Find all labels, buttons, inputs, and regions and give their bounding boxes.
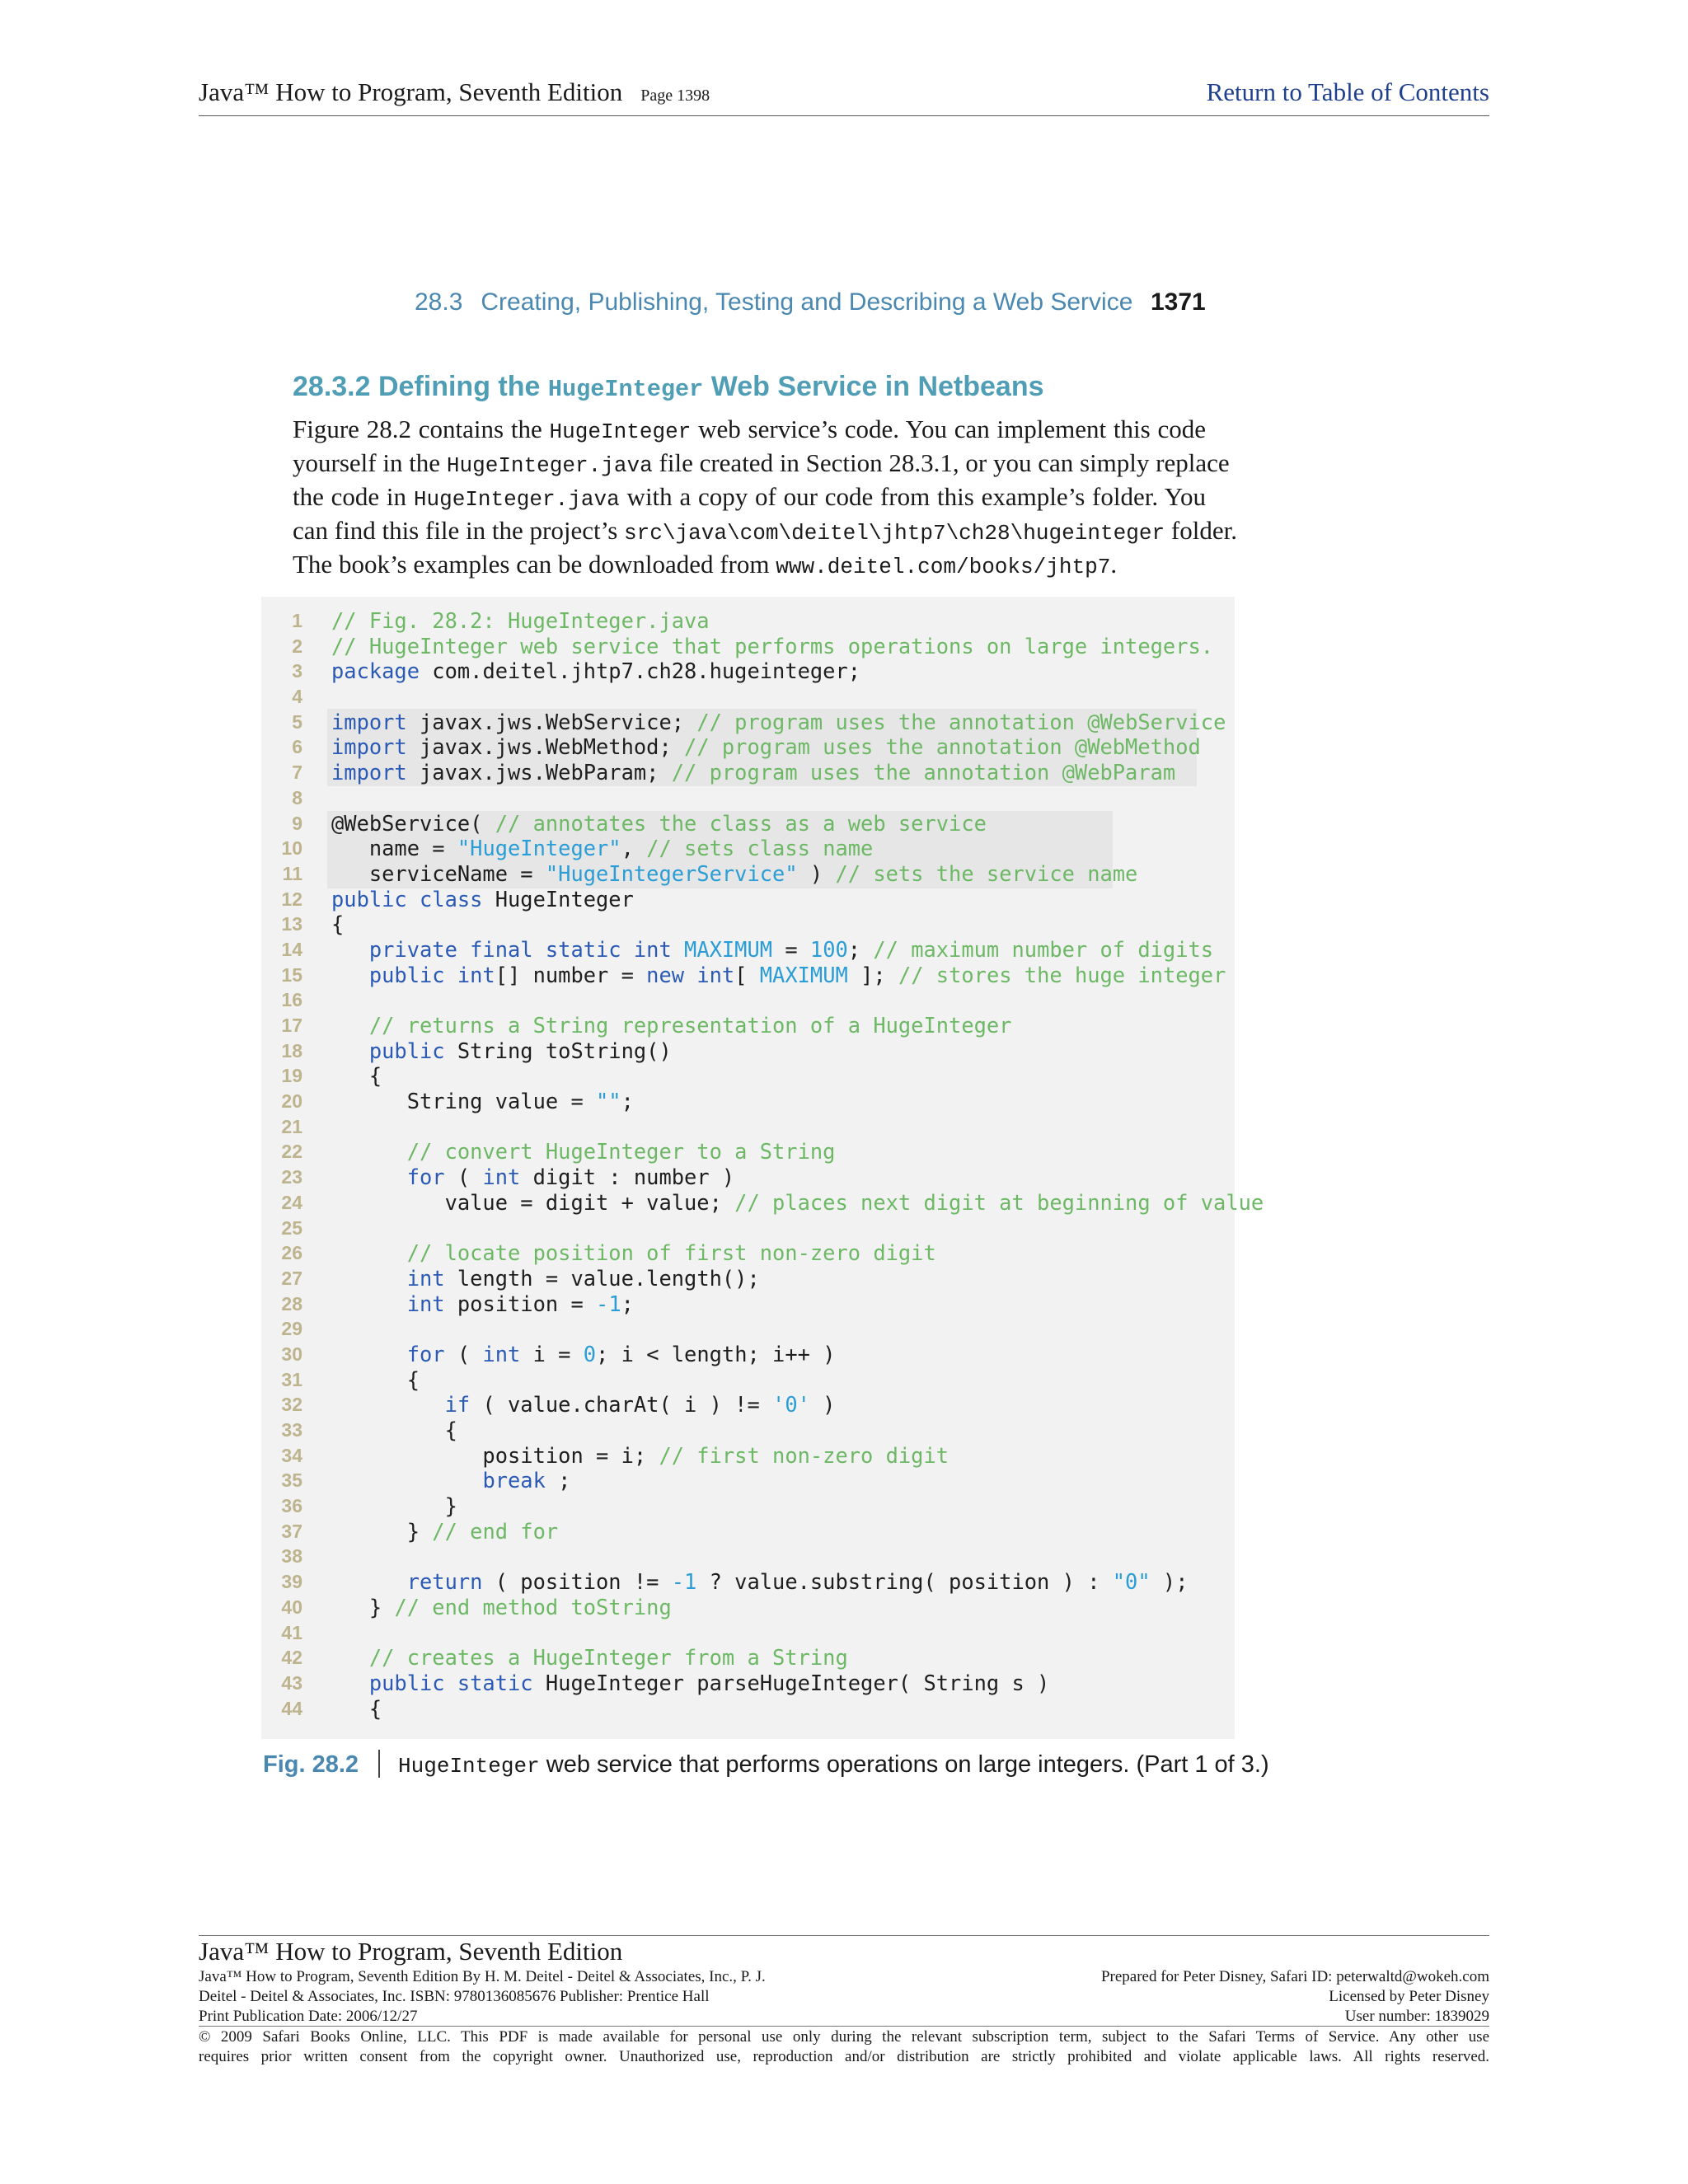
code-token	[331, 1468, 482, 1493]
code-keyword: import	[331, 760, 420, 785]
footer-info: Licensed by Peter Disney	[1329, 1988, 1489, 2005]
code-token: String toString()	[457, 1038, 672, 1063]
code-token	[331, 1165, 407, 1189]
code-keyword: public	[368, 1038, 457, 1063]
line-number: 15	[281, 963, 302, 986]
code-text	[331, 1595, 672, 1620]
line-number: 39	[281, 1571, 302, 1593]
code-comment: // stores the huge integer	[898, 962, 1226, 987]
code-text	[331, 1089, 634, 1114]
line-number: 21	[281, 1115, 302, 1137]
code-comment: // sets class name	[646, 836, 874, 861]
code-token: HugeInteger	[495, 886, 634, 912]
text-run: can find this file in the project’s	[293, 516, 625, 545]
code-token	[331, 1038, 369, 1063]
line-number: 11	[282, 862, 302, 884]
text-run: web service’s code. You can implement this code	[691, 415, 1206, 443]
figure-caption	[263, 1750, 1269, 1779]
code-token	[331, 1392, 445, 1417]
line-number: 43	[281, 1671, 302, 1694]
code-token: );	[1150, 1569, 1189, 1595]
line-number: 28	[281, 1292, 302, 1315]
code-token	[331, 1240, 407, 1265]
code-comment: // first non-zero digit	[659, 1442, 950, 1468]
code-literal: "HugeIntegerService"	[545, 860, 798, 886]
line-number: 24	[281, 1191, 302, 1213]
paragraph-line	[293, 481, 1206, 515]
code-token: position =	[457, 1291, 597, 1316]
running-head-number: 28.3	[415, 288, 463, 316]
code-text	[331, 1468, 570, 1493]
running-head-title: Creating, Publishing, Testing and Describing a Web Service	[481, 288, 1133, 316]
code-token: [] number =	[495, 962, 647, 987]
code-keyword: int	[482, 1165, 533, 1190]
code-comment: // locate position of first non-zero digit	[406, 1240, 936, 1266]
code-keyword: import	[331, 734, 420, 760]
code-text	[331, 811, 987, 837]
code-keyword: for	[406, 1341, 445, 1366]
code-text	[331, 608, 710, 634]
footer-title: Java™ How to Program, Seventh Edition	[199, 1937, 623, 1966]
line-number: 35	[281, 1469, 302, 1492]
code-keyword: if	[444, 1392, 471, 1418]
line-number: 8	[292, 786, 302, 808]
code-token: )	[809, 1392, 836, 1418]
footer-info: User number: 1839029	[1344, 2008, 1489, 2025]
caption-text: web service that performs operations on large integers. (Part 1 of 3.)	[539, 1751, 1269, 1778]
code-token: ;	[847, 936, 874, 962]
line-number: 3	[292, 660, 302, 682]
line-number: 7	[292, 762, 302, 784]
book-title: Java™ How to Program, Seventh Edition	[199, 77, 623, 106]
code-token	[331, 1291, 407, 1316]
line-number: 2	[292, 635, 302, 657]
book-title-header	[199, 77, 710, 107]
code-comment: // HugeInteger web service that performs operations on large integers.	[331, 633, 1214, 658]
section-heading-suffix: Web Service in Netbeans	[703, 371, 1044, 402]
code-keyword: int	[406, 1291, 457, 1316]
code-token: {	[331, 1063, 382, 1089]
code-text	[331, 1493, 457, 1519]
code-text	[331, 1443, 949, 1469]
code-text	[331, 1367, 420, 1393]
section-heading-code: HugeInteger	[547, 376, 704, 403]
footer-info: Print Publication Date: 2006/12/27	[199, 2008, 418, 2025]
line-number: 13	[281, 913, 302, 935]
paragraph-line	[293, 515, 1237, 549]
code-token: [	[734, 962, 760, 987]
text-run: with a copy of our code from this example’s folder. You	[619, 482, 1206, 511]
code-run: HugeInteger	[549, 419, 692, 444]
code-comment: // returns a String representation of a HugeInteger	[368, 1013, 1012, 1038]
code-text	[331, 1342, 836, 1367]
code-comment: // places next digit at beginning of value	[734, 1189, 1264, 1215]
code-token	[331, 1342, 407, 1366]
line-number: 19	[281, 1065, 302, 1087]
code-keyword: package	[331, 658, 433, 684]
code-keyword: return	[406, 1569, 483, 1595]
code-token: =	[772, 936, 810, 962]
code-comment: // program uses the annotation @WebService	[696, 709, 1226, 734]
line-number: 34	[281, 1444, 302, 1466]
code-comment: // convert HugeInteger to a String	[406, 1139, 836, 1165]
line-number: 6	[292, 736, 302, 758]
code-run: HugeInteger.java	[446, 453, 653, 478]
line-number: 10	[281, 837, 302, 860]
code-text	[331, 1266, 760, 1291]
code-text	[331, 1038, 672, 1064]
copyright-line: requires prior written consent from the copyright owner. Unauthorized use, reproduction and/or distribution are strictly prohibited and violate applicable laws. All rights reserved.	[199, 2048, 1489, 2065]
code-token: length = value.length();	[457, 1265, 760, 1291]
code-literal: -1	[671, 1569, 697, 1595]
body-paragraph	[293, 414, 1237, 583]
page-label: Page 1398	[640, 87, 710, 105]
code-token: ? value.substring( position ) :	[696, 1569, 1113, 1595]
line-number: 5	[292, 710, 302, 733]
code-token	[331, 937, 369, 962]
code-keyword: public int	[368, 962, 495, 987]
line-number: 9	[292, 812, 302, 834]
code-text	[331, 1139, 835, 1165]
caption-separator	[378, 1750, 380, 1778]
code-comment: // creates a HugeInteger from a String	[368, 1645, 848, 1671]
code-token: }	[331, 1493, 457, 1519]
line-number: 27	[281, 1267, 302, 1289]
line-number: 22	[281, 1141, 302, 1163]
code-text	[331, 1392, 835, 1418]
code-literal: MAXIMUM	[759, 962, 848, 987]
code-token	[331, 1139, 407, 1164]
footer-divider	[199, 2026, 1489, 2027]
line-number: 44	[281, 1697, 302, 1719]
code-token: HugeInteger parseHugeInteger( String s )	[545, 1670, 1050, 1695]
copyright-line: © 2009 Safari Books Online, LLC. This PDF is made available for personal use only during the relevant subscription term, subject to the Safari Terms of Service. Any other use	[199, 2028, 1489, 2046]
code-keyword: break	[482, 1468, 559, 1493]
code-comment: // program uses the annotation @WebParam	[671, 760, 1176, 785]
code-token: )	[797, 860, 836, 886]
code-literal: ""	[596, 1089, 621, 1114]
code-text	[331, 1645, 848, 1671]
text-run: .	[1110, 550, 1118, 579]
code-keyword: new int	[646, 962, 735, 987]
code-keyword: public class	[331, 886, 495, 912]
code-text	[331, 1519, 558, 1544]
line-number: 1	[292, 610, 302, 631]
book-page-number: 1371	[1151, 288, 1206, 316]
code-token: }	[331, 1594, 395, 1619]
code-token	[331, 1013, 369, 1038]
section-heading	[293, 371, 1044, 403]
code-text	[331, 1418, 457, 1443]
code-keyword: private final static int	[368, 936, 685, 962]
code-text	[331, 836, 873, 861]
code-token: ; i < length; i++ )	[596, 1341, 836, 1366]
running-head	[415, 288, 1132, 316]
code-comment: // sets the service name	[835, 860, 1138, 886]
line-number: 12	[281, 888, 302, 910]
code-text	[331, 1190, 1264, 1216]
code-text	[331, 937, 1213, 963]
line-number: 26	[281, 1242, 302, 1264]
paragraph-line	[293, 549, 1206, 583]
code-keyword: int	[482, 1341, 533, 1366]
code-literal: 0	[583, 1341, 597, 1366]
text-run: the code in	[293, 482, 414, 511]
code-keyword: for	[406, 1165, 445, 1190]
code-text	[331, 912, 344, 937]
code-comment: // annotates the class as a web service	[495, 810, 987, 836]
code-token: position = i;	[331, 1442, 659, 1468]
header-divider	[199, 115, 1489, 116]
code-text	[331, 1696, 382, 1722]
line-number: 36	[281, 1495, 302, 1517]
code-token: }	[331, 1518, 433, 1544]
line-number: 31	[281, 1368, 302, 1390]
code-token: {	[331, 912, 345, 937]
line-number: 16	[281, 989, 302, 1011]
line-number: 40	[281, 1596, 302, 1618]
line-number: 32	[281, 1394, 302, 1416]
text-run: yourself in the	[293, 448, 447, 477]
code-text	[331, 1569, 1188, 1595]
code-text	[331, 1063, 382, 1089]
code-text	[331, 1291, 634, 1317]
code-keyword: public static	[368, 1670, 546, 1695]
code-literal: "HugeInteger"	[457, 836, 621, 861]
code-token: javax.jws.WebMethod;	[420, 734, 685, 760]
code-token: i =	[532, 1341, 584, 1366]
code-token: ];	[847, 962, 898, 987]
code-token	[331, 1645, 369, 1670]
code-token: ;	[621, 1291, 634, 1316]
paragraph-line	[293, 448, 1230, 481]
code-text	[331, 1671, 1049, 1696]
code-text	[331, 887, 634, 912]
line-number: 17	[281, 1015, 302, 1036]
code-comment: // maximum number of digits	[873, 936, 1214, 962]
line-number: 4	[292, 686, 302, 708]
code-comment: // Fig. 28.2: HugeInteger.java	[331, 608, 710, 633]
line-number: 20	[281, 1090, 302, 1113]
toc-link[interactable]: Return to Table of Contents	[1206, 77, 1489, 106]
code-text	[331, 861, 1137, 887]
line-number: 14	[281, 938, 302, 960]
code-token	[331, 1671, 369, 1695]
code-token: String value =	[331, 1089, 597, 1114]
code-literal: -1	[596, 1291, 621, 1316]
line-number: 18	[281, 1039, 302, 1062]
code-token	[331, 1266, 407, 1291]
code-text	[331, 734, 1201, 760]
code-text	[331, 658, 860, 684]
code-token: name =	[331, 836, 457, 861]
code-keyword: int	[406, 1265, 457, 1291]
code-token	[331, 1569, 407, 1594]
text-run: The book’s examples can be downloaded from	[293, 550, 776, 579]
code-token: ( value.charAt( i ) !=	[470, 1392, 773, 1418]
code-run: HugeInteger.java	[413, 487, 620, 512]
code-literal: "0"	[1112, 1569, 1151, 1595]
code-text	[331, 760, 1175, 785]
code-literal: '0'	[772, 1392, 810, 1418]
caption-code: HugeInteger	[398, 1754, 540, 1779]
line-number: 42	[281, 1647, 302, 1669]
url-run: www.deitel.com/books/jhtp7	[776, 555, 1111, 579]
code-token: javax.jws.WebService;	[420, 709, 697, 734]
line-number: 23	[281, 1166, 302, 1188]
code-text	[331, 963, 1226, 988]
code-token: ;	[558, 1468, 571, 1493]
footer-divider	[199, 1935, 1489, 1936]
code-text	[331, 634, 1213, 659]
code-token: (	[444, 1341, 483, 1366]
code-comment: // program uses the annotation @WebMethod	[684, 734, 1201, 760]
paragraph-line	[293, 414, 1206, 448]
line-number: 38	[281, 1545, 302, 1568]
code-literal: MAXIMUM	[684, 936, 773, 962]
code-text	[331, 1013, 1011, 1038]
code-token: {	[331, 1418, 457, 1442]
code-token: javax.jws.WebParam;	[420, 760, 672, 785]
footer-info: Deitel - Deitel & Associates, Inc. ISBN: 9780136085676 Publisher: Prentice Hall	[199, 1988, 710, 2005]
footer-info: Prepared for Peter Disney, Safari ID: peterwaltd@wokeh.com	[1100, 1968, 1489, 1985]
line-number: 33	[281, 1419, 302, 1441]
code-token: {	[331, 1695, 382, 1721]
code-literal: 100	[809, 936, 848, 962]
code-token: value = digit + value;	[331, 1189, 735, 1215]
code-token: com.deitel.jhtp7.ch28.hugeinteger;	[432, 658, 861, 684]
code-keyword: import	[331, 709, 420, 734]
code-token: serviceName =	[331, 860, 546, 886]
code-token: @WebService(	[331, 810, 495, 836]
code-token: ;	[621, 1089, 634, 1114]
text-run: Figure 28.2 contains the	[293, 415, 550, 443]
copyright-notice	[199, 2027, 1489, 2067]
line-number: 29	[281, 1318, 302, 1340]
line-number: 37	[281, 1520, 302, 1542]
code-run: src\java\com\deitel\jhtp7\ch28\hugeinteger	[624, 521, 1165, 546]
code-token: {	[331, 1366, 420, 1392]
line-number: 30	[281, 1343, 302, 1365]
code-token	[331, 963, 369, 987]
footer-info: Java™ How to Program, Seventh Edition By H. M. Deitel - Deitel & Associates, Inc., P. J.	[199, 1968, 766, 1985]
code-token: (	[444, 1165, 483, 1190]
text-run: folder.	[1165, 516, 1237, 545]
figure-label: Fig. 28.2	[263, 1751, 359, 1778]
text-run: file created in Section 28.3.1, or you can simply replace	[652, 448, 1230, 477]
line-number: 25	[281, 1216, 302, 1239]
code-token: ,	[621, 836, 647, 861]
code-comment: // end method toString	[394, 1594, 672, 1619]
line-number: 41	[281, 1621, 302, 1643]
section-heading-prefix: 28.3.2 Defining the	[293, 371, 548, 402]
code-token: ( position !=	[482, 1569, 672, 1595]
code-text	[331, 1240, 936, 1266]
code-comment: // end for	[432, 1518, 559, 1544]
code-text	[331, 1165, 734, 1190]
code-text	[331, 710, 1226, 735]
code-token: digit : number )	[532, 1165, 735, 1190]
